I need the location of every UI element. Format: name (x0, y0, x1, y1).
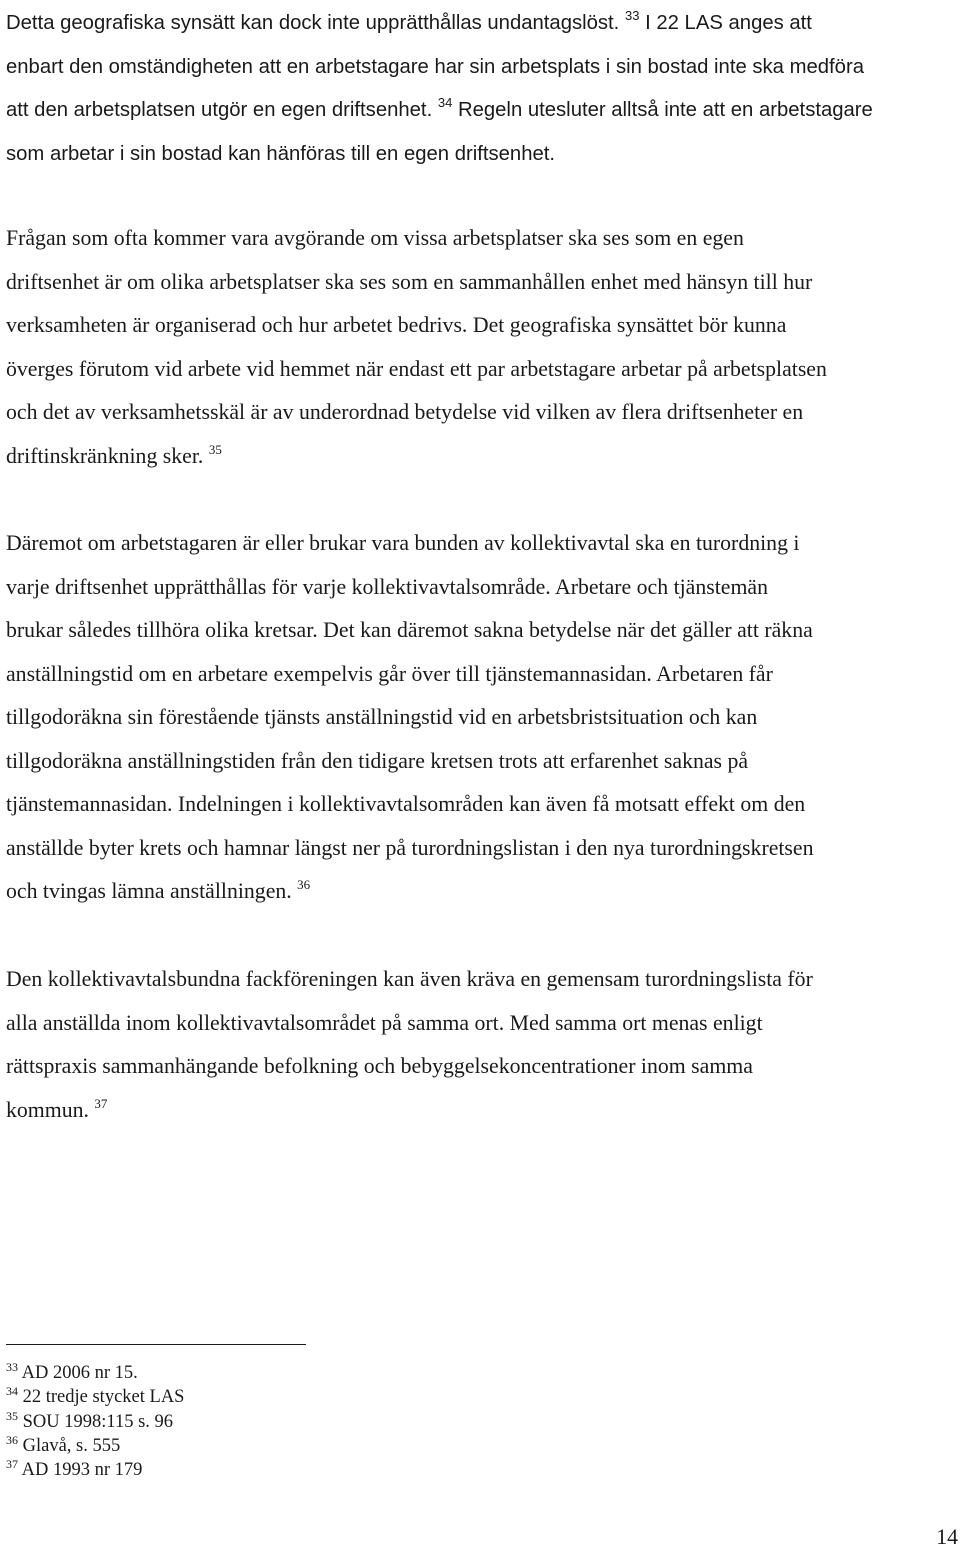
paragraph-4 (6, 958, 954, 1132)
footnote-reference[interactable]: 37 (94, 1095, 108, 1111)
footnote-text: AD 1993 nr 179 (18, 1460, 143, 1481)
footnote-number: 34 (6, 1384, 18, 1399)
footnote-33 (6, 1361, 184, 1385)
paragraph-2 (6, 217, 954, 478)
text-line (6, 261, 954, 305)
text-run: Frågan som ofta kommer vara avgörande om vissa arbetsplatser ska ses som en egen (6, 226, 744, 250)
text-run: att den arbetsplatsen utgör en egen driftsenhet. (6, 99, 438, 121)
text-run: enbart den omständigheten att en arbetstagare har sin arbetsplats i sin bostad inte ska medföra (6, 55, 864, 78)
text-line (6, 609, 954, 653)
text-run: tillgodoräkna anställningstiden från den tidigare kretsen trots att erfarenhet saknas på (6, 748, 749, 773)
paragraph-1 (6, 2, 954, 176)
text-run: överges förutom vid arbete vid hemmet när endast ett par arbetstagare arbetar på arbetsplatsen (6, 356, 827, 381)
footnote-reference[interactable]: 34 (437, 95, 453, 110)
footnote-reference[interactable]: 35 (208, 441, 222, 457)
footnote-reference[interactable]: 36 (297, 877, 311, 892)
text-run: Den kollektivavtalsbundna fackföreningen kan även kräva en gemensam turordningslista för (6, 967, 813, 991)
paragraph-3 (6, 522, 954, 914)
text-line (6, 435, 954, 479)
text-line (6, 1089, 954, 1133)
text-line (6, 46, 954, 90)
text-line (6, 870, 954, 914)
footnote-text: 22 tredje stycket LAS (18, 1387, 185, 1408)
footnote-number: 37 (6, 1457, 18, 1472)
text-line (6, 522, 954, 566)
text-line (6, 2, 954, 46)
text-run: varje driftsenhet upprätthållas för varje kollektivavtalsområde. Arbetare och tjänstemän (6, 574, 768, 599)
text-run: och tvingas lämna anställningen. (6, 879, 298, 903)
text-run: tillgodoräkna sin förestående tjänsts anställningstid vid en arbetsbristsituation och kan (6, 705, 758, 729)
footnote-34 (6, 1385, 184, 1409)
text-run: I 22 LAS anges att (639, 12, 812, 34)
text-line (6, 1002, 954, 1046)
text-run: verksamheten är organiserad och hur arbetet bedrivs. Det geografiska synsättet bör kunna (6, 313, 787, 337)
text-line (6, 133, 954, 177)
page-number: 14 (936, 1525, 958, 1549)
footnotes (6, 1361, 184, 1482)
text-run: anställde byter krets och hamnar längst ner på turordningslistan i den nya turordningskretsen (6, 835, 814, 860)
text-line (6, 89, 954, 133)
text-line (6, 304, 954, 348)
text-line (6, 566, 954, 610)
text-run: Detta geografiska synsätt kan dock inte upprätthållas undantagslöst. (6, 12, 625, 34)
text-run: alla anställda inom kollektivavtalsområdet på samma ort. Med samma ort menas enligt (6, 1010, 763, 1035)
text-run: och det av verksamhetsskäl är av underordnad betydelse vid vilken av flera driftsenheter en (6, 400, 804, 424)
text-line (6, 1045, 954, 1089)
footnote-separator (6, 1344, 306, 1345)
text-run: Däremot om arbetstagaren är eller brukar vara bunden av kollektivavtal ska en turordning i (6, 531, 800, 555)
footnote-number: 33 (6, 1360, 18, 1374)
text-line (6, 740, 954, 784)
text-run: Regeln utesluter alltså inte att en arbetstagare (452, 99, 873, 121)
footnote-37 (6, 1458, 184, 1482)
text-run: rättspraxis sammanhängande befolkning och bebyggelsekoncentrationer inom samma (6, 1054, 753, 1078)
text-run: anställningstid om en arbetare exempelvis går över till tjänstemannasidan. Arbetaren får (6, 661, 773, 686)
footnote-number: 35 (6, 1408, 18, 1423)
footnote-reference[interactable]: 33 (624, 8, 640, 23)
text-line (6, 827, 954, 871)
text-line (6, 696, 954, 740)
footnote-text: AD 2006 nr 15. (18, 1363, 138, 1383)
footnote-number: 36 (6, 1432, 18, 1447)
text-run: kommun. (6, 1097, 95, 1122)
text-run: brukar således tillhöra olika kretsar. Det kan däremot sakna betydelse när det gäller att räkna (6, 618, 813, 642)
text-line (6, 348, 954, 392)
text-line (6, 958, 954, 1002)
footnote-text: SOU 1998:115 s. 96 (18, 1411, 174, 1432)
text-run: driftinskränkning sker. (6, 443, 209, 468)
text-run: driftsenhet är om olika arbetsplatser ska ses som en sammanhållen enhet med hänsyn till hur (6, 269, 813, 294)
text-run: som arbetar i sin bostad kan hänföras till en egen driftsenhet. (6, 142, 556, 165)
text-line (6, 653, 954, 697)
text-line (6, 783, 954, 827)
footnote-text: Glavå, s. 555 (18, 1435, 121, 1456)
footnote-35 (6, 1410, 184, 1434)
text-run: tjänstemannasidan. Indelningen i kollektivavtalsområden kan även få motsatt effekt om den (6, 792, 806, 816)
footnote-36 (6, 1434, 184, 1458)
text-line (6, 391, 954, 435)
text-line (6, 217, 954, 261)
